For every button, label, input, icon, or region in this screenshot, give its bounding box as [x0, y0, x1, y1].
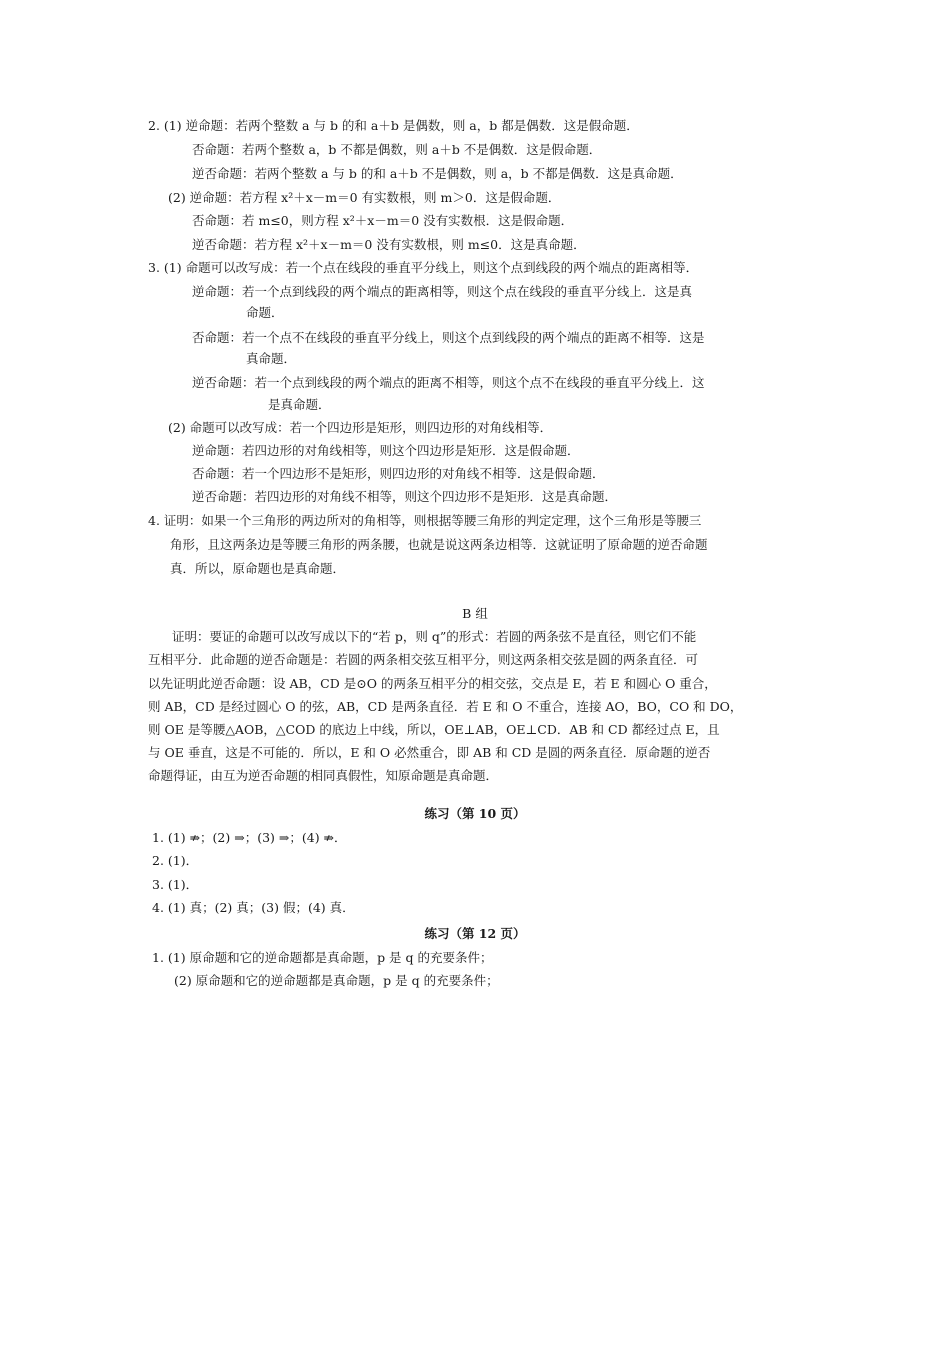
exercise-10-answer-2: 2. (1)． [152, 853, 199, 868]
answer-3-2-converse: 逆命题：若四边形的对角线相等，则这个四边形是矩形．这是假命题． [192, 443, 580, 458]
group-b-proof-line-4: 则 AB，CD 是经过圆心 O 的弦，AB，CD 是两条直径．若 E 和 O 不重合，连接 AO，BO，CO 和 DO， [148, 699, 743, 714]
group-b-proof-line-3: 以先证明此逆否命题：设 AB，CD 是⊙O 的两条互相平分的相交弦，交点是 E，若 E 和圆心 O 重合， [148, 676, 717, 691]
answer-3-1-inverse: 否命题：若一个点不在线段的垂直平分线上，则这个点到线段的两个端点的距离不相等．这是 [192, 330, 705, 345]
answer-2-1-converse: 2. (1) 逆命题：若两个整数 a 与 b 的和 a＋b 是偶数，则 a，b 都是偶数．这是假命题． [148, 118, 639, 133]
group-b-proof-line-1: 证明：要证的命题可以改写成以下的“若 p，则 q”的形式：若圆的两条弦不是直径，则它们不能 [172, 629, 697, 644]
group-b-proof-line-6: 与 OE 垂直，这是不可能的．所以，E 和 O 必然重合，即 AB 和 CD 是圆的两条直径．原命题的逆否 [148, 745, 711, 760]
answer-4-line-1: 4. 证明：如果一个三角形的两边所对的角相等，则根据等腰三角形的判定定理，这个三角形是等腰三 [148, 513, 702, 528]
group-b-heading: B 组 [462, 606, 488, 621]
group-b-proof-line-7: 命题得证，由互为逆否命题的相同真假性，知原命题是真命题． [148, 768, 499, 783]
group-b-proof-line-5: 则 OE 是等腰△AOB，△COD 的底边上中线，所以，OE⊥AB，OE⊥CD．AB 和 CD 都经过点 E，且 [148, 722, 720, 737]
answer-3-1-converse: 逆命题：若一个点到线段的两个端点的距离相等，则这个点在线段的垂直平分线上．这是真 [192, 284, 693, 299]
answer-3-1-contrapositive: 逆否命题：若一个点到线段的两个端点的距离不相等，则这个点不在线段的垂直平分线上．这 [192, 375, 705, 390]
answer-2-2-contrapositive: 逆否命题：若方程 x²＋x－m＝0 没有实数根，则 m≤0．这是真命题． [192, 237, 586, 252]
answer-2-2-inverse: 否命题：若 m≤0，则方程 x²＋x－m＝0 没有实数根．这是假命题． [192, 213, 574, 228]
answer-3-2-rewrite: (2) 命题可以改写成：若一个四边形是矩形，则四边形的对角线相等． [168, 420, 553, 435]
exercise-page-12-heading: 练习（第 12 页） [424, 926, 526, 941]
answer-3-1-inverse-cont: 真命题． [246, 351, 297, 366]
exercise-12-answer-1-1: 1. (1) 原命题和它的逆命题都是真命题，p 是 q 的充要条件； [152, 950, 493, 965]
answer-3-1-rewrite: 3. (1) 命题可以改写成：若一个点在线段的垂直平分线上，则这个点到线段的两个端点的距离相等． [148, 260, 699, 275]
answer-3-2-contrapositive: 逆否命题：若四边形的对角线不相等，则这个四边形不是矩形．这是真命题． [192, 489, 618, 504]
answer-2-1-contrapositive: 逆否命题：若两个整数 a 与 b 的和 a＋b 不是偶数，则 a，b 不都是偶数．这是真命题． [192, 166, 683, 181]
answer-2-2-converse: (2) 逆命题：若方程 x²＋x－m＝0 有实数根，则 m＞0．这是假命题． [168, 190, 561, 205]
group-b-proof-line-2: 互相平分．此命题的逆否命题是：若圆的两条相交弦互相平分，则这两条相交弦是圆的两条直径．可 [148, 652, 699, 667]
answer-3-1-contrapositive-cont: 是真命题． [268, 397, 331, 412]
exercise-page-10-heading: 练习（第 10 页） [424, 806, 526, 821]
exercise-10-answer-3: 3. (1)． [152, 877, 199, 892]
exercise-10-answer-4: 4. (1) 真；(2) 真；(3) 假；(4) 真． [152, 900, 355, 915]
answer-4-line-2: 角形，且这两条边是等腰三角形的两条腰，也就是说这两条边相等．这就证明了原命题的逆否命题 [170, 537, 708, 552]
answer-4-line-3: 真．所以，原命题也是真命题． [170, 561, 346, 576]
answer-2-1-inverse: 否命题：若两个整数 a，b 不都是偶数，则 a＋b 不是偶数．这是假命题． [192, 142, 602, 157]
exercise-10-answer-1: 1. (1) ⇏；(2) ⇒；(3) ⇒；(4) ⇏． [152, 830, 347, 845]
answer-3-1-converse-cont: 命题． [246, 305, 284, 320]
exercise-12-answer-1-2: (2) 原命题和它的逆命题都是真命题，p 是 q 的充要条件； [174, 973, 499, 988]
answer-3-2-inverse: 否命题：若一个四边形不是矩形，则四边形的对角线不相等．这是假命题． [192, 466, 605, 481]
